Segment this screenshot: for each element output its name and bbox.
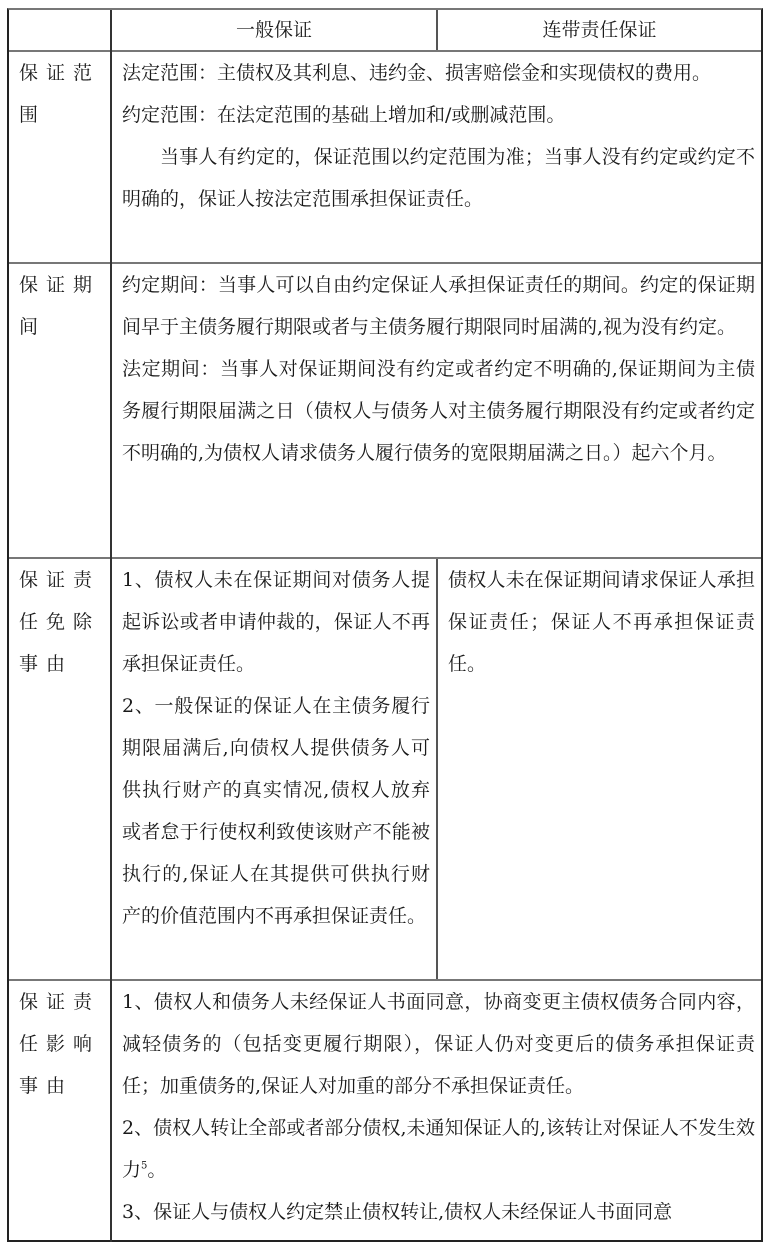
row-label-exemption: 保证责任免除事由 — [19, 569, 101, 675]
scope-rule: 当事人有约定的，保证范围以约定范围为准；当事人没有约定或约定不明确的，保证人按法定范围承担保证责任。 — [122, 146, 755, 210]
row-content-influence — [112, 981, 761, 1233]
exemption-general-2: 2、一般保证的保证人在主债务履行期限届满后,向债权人提供债务人可供执行财产的真实情况,债权人放弃或者怠于行使权利致使该财产不能被执行的,保证人在其提供可供执行财产的价值范围内不再承担保证责任。 — [122, 695, 430, 927]
header-general-guarantee: 一般保证 — [235, 19, 312, 41]
exemption-general-1: 1、债权人未在保证期间对债务人提起诉讼或者申请仲裁的，保证人不再承担保证责任。 — [122, 569, 430, 675]
row-content-scope — [112, 52, 761, 220]
exemption-joint-1: 债权人未在保证期间请求保证人承担保证责任；保证人不再承担保证责任。 — [448, 569, 755, 675]
row-content-exemption-general — [112, 559, 436, 937]
influence-2-text: 2、债权人转让全部或者部分债权,未通知保证人的,该转让对保证人不发生效力 — [122, 1117, 755, 1181]
scope-agreed: 约定范围：在法定范围的基础上增加和/或删减范围。 — [122, 104, 566, 126]
period-agreed: 约定期间：当事人可以自由约定保证人承担保证责任的期间。约定的保证期间早于主债务履行期限或者与主债务履行期限同时届满的,视为没有约定。 — [122, 274, 755, 338]
influence-3: 3、保证人与债权人约定禁止债权转让,债权人未经保证人书面同意 — [122, 1201, 673, 1223]
period-statutory: 法定期间：当事人对保证期间没有约定或者约定不明确的,保证期间为主债务履行期限届满之日（债权人与债务人对主债务履行期限没有约定或者约定不明确的,为债权人请求债务人履行债务的宽限期届满之日。）起六个月。 — [122, 358, 755, 464]
influence-2 — [122, 1107, 755, 1191]
footnote-ref[interactable]: 5 — [141, 1160, 148, 1172]
row-label-influence: 保证责任影响事由 — [19, 991, 101, 1097]
influence-1: 1、债权人和债务人未经保证人书面同意，协商变更主债权债务合同内容，减轻债务的（包括变更履行期限），保证人仍对变更后的债务承担保证责任；加重债务的,保证人对加重的部分不承担保证责任。 — [122, 991, 755, 1097]
row-content-exemption-joint — [438, 559, 761, 685]
header-joint-guarantee: 连带责任保证 — [542, 19, 657, 41]
row-label-period: 保证期间 — [19, 274, 101, 338]
influence-2-suffix: 。 — [147, 1159, 167, 1181]
guarantee-comparison-table — [7, 8, 763, 1242]
row-content-period — [112, 264, 761, 474]
scope-statutory: 法定范围：主债权及其利息、违约金、损害赔偿金和实现债权的费用。 — [122, 62, 712, 84]
row-label-scope: 保证范围 — [19, 62, 101, 126]
header-corner — [9, 10, 110, 50]
